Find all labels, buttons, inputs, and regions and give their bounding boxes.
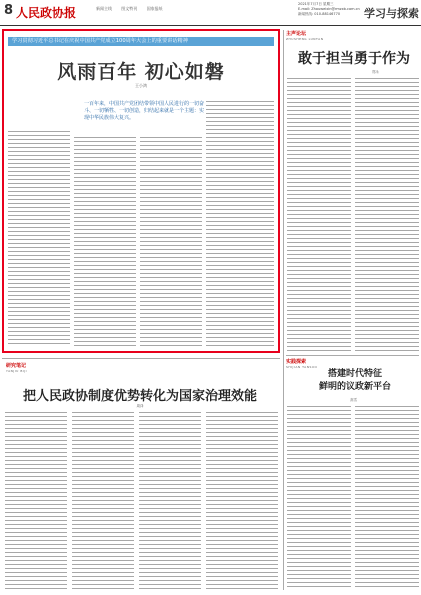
meta-item: 新闻主线 <box>96 6 112 11</box>
lower-body-column <box>206 412 278 590</box>
lower-body-column <box>72 412 134 590</box>
right-bottom-byline: 高雪 <box>350 398 357 402</box>
right-bottom-headline <box>290 368 420 394</box>
meta-item: 国家报纸 <box>146 6 163 11</box>
feature-body-column <box>206 101 274 347</box>
right-bottom-body-column <box>287 406 351 590</box>
feature-pull-quote: 一百年来，中国共产党团结带领中国人民进行的一切奋斗、一切牺牲、一切创造，归结起来就是一个主题：实现中华民族伟大复兴。 <box>84 101 205 121</box>
feature-body-column <box>74 137 136 347</box>
lower-tag-label: 研究笔记 <box>6 363 27 369</box>
feature-kicker: 学习贯彻习近平总书记在庆祝中国共产党成立100周年大会上的重要讲话精神 <box>8 37 274 46</box>
section-title: 学习与探索 <box>364 7 419 20</box>
lower-tag-sub: YANJIU BIJI <box>6 369 28 373</box>
lower-byline: 周泽 <box>136 404 144 408</box>
lower-headline: 把人民政协制度优势转化为国家治理效能 <box>22 389 257 404</box>
feature-byline: 王小鸿 <box>135 83 147 88</box>
right-bottom-body-column <box>355 406 419 590</box>
paper-name: 人民政协报 <box>16 6 77 20</box>
right-top-byline: 郑永 <box>372 70 379 74</box>
right-top-body-column <box>355 78 419 352</box>
masthead <box>0 0 421 26</box>
masthead-meta <box>96 6 171 12</box>
feature-headline: 风雨百年 初心如磐 <box>57 61 225 83</box>
meta-item: 图文特刊 <box>121 6 138 11</box>
hotline-line: 新闻热线: 010-88146770 <box>298 12 341 16</box>
right-bottom-tag-sub: SHIJIAN TANSUO <box>286 365 318 369</box>
lower-tag <box>6 362 27 373</box>
right-top-tag-sub: ZHUSHENG LUNTAN <box>286 37 324 41</box>
right-top-tag-label: 主声论坛 <box>286 31 307 37</box>
email-line: E-mail: Zhouweixin@rmzxb.com.cn <box>298 7 360 11</box>
right-bottom-tag-label: 实践探索 <box>286 359 307 365</box>
section-divider <box>286 355 419 356</box>
lower-body-column <box>139 412 201 590</box>
right-top-body-column <box>287 78 351 352</box>
right-top-tag <box>286 30 323 41</box>
feature-body-column <box>140 137 202 347</box>
feature-body-column <box>8 131 70 347</box>
date-line: 2021年7月7日 星期三 <box>298 2 334 6</box>
column-divider <box>283 30 284 590</box>
section-divider <box>2 358 280 359</box>
page-number: 8 <box>4 3 14 18</box>
right-bottom-headline-line: 搭建时代特征 <box>327 369 382 379</box>
right-bottom-headline-line: 鲜明的议政新平台 <box>318 382 391 392</box>
date-block <box>298 2 360 17</box>
lower-body-column <box>5 412 67 590</box>
feature-article <box>2 29 280 353</box>
right-top-headline: 敢于担当勇于作为 <box>298 51 410 67</box>
